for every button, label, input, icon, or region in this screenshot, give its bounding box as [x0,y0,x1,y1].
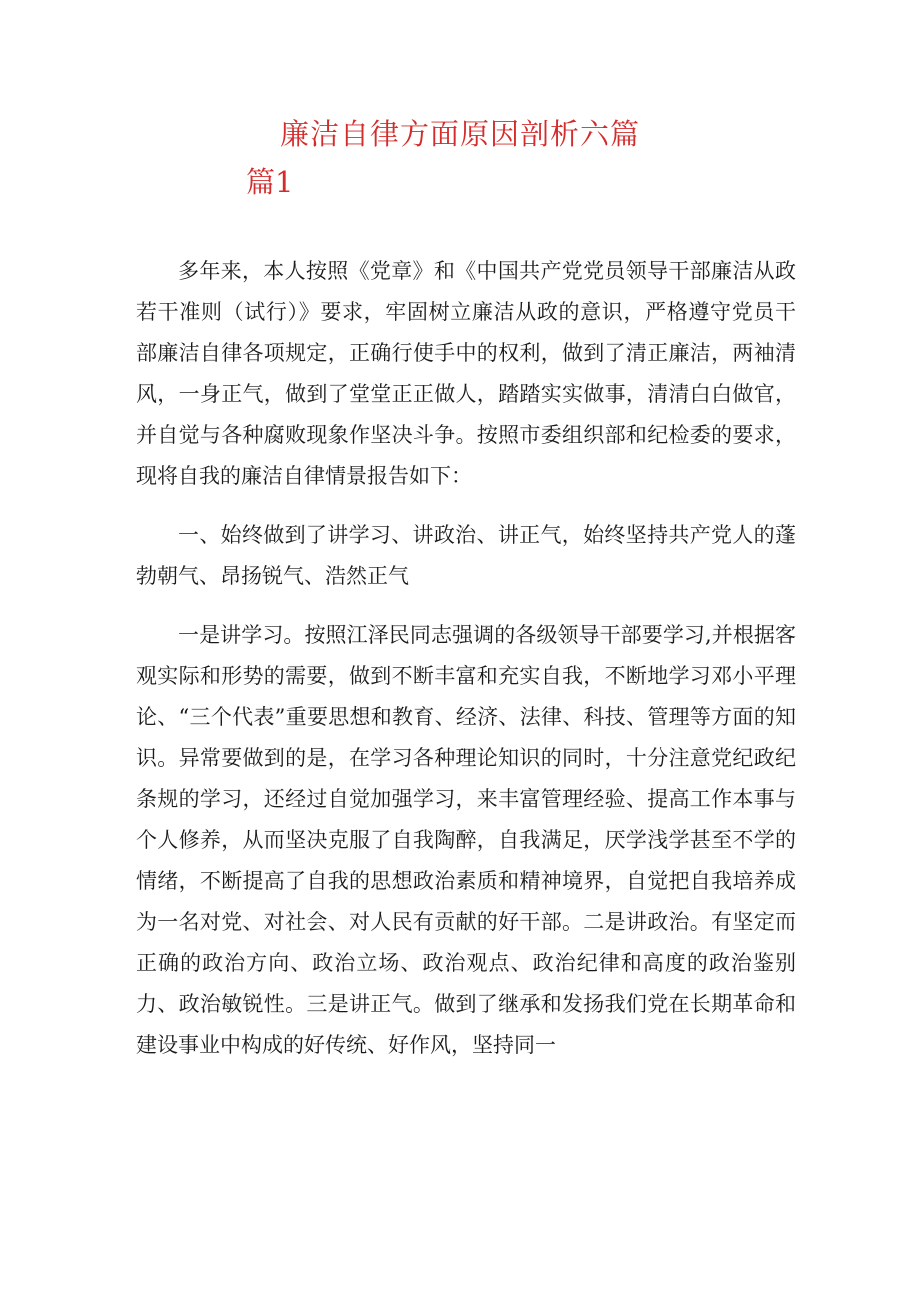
section-heading: 篇1 [246,165,294,199]
body-paragraph: 一是讲学习。按照江泽民同志强调的各级领导干部要学习,并根据客观实际和形势的需要，做到不断丰富和充实自我，不断地学习邓小平理论、“三个代表”重要思想和教育、经济、法律、科技、管理等方面的知识。异常要做到的是，在学习各种理论知识的同时，十分注意党纪政纪条规的学习，还经过自觉加强学习，来丰富管理经验、提高工作本事与个人修养，从而坚决克服了自我陶醉，自我满足，厌学浅学甚至不学的情绪，不断提高了自我的思想政治素质和精神境界，自觉把自我培养成为一名对党、对社会、对人民有贡献的好干部。二是讲政治。有坚定而正确的政治方向、政治立场、政治观点、政治纪律和高度的政治鉴别力、政治敏锐性。三是讲正气。做到了继承和发扬我们党在长期革命和建设事业中构成的好传统、好作风，坚持同一 [136,623,796,1057]
body-paragraph: 多年来，本人按照《党章》和《中国共产党党员领导干部廉洁从政若干准则（试行）》要求，牢固树立廉洁从政的意识，严格遵守党员干部廉洁自律各项规定，正确行使手中的权利，做到了清正廉洁，两袖清风，一身正气，做到了堂堂正正做人，踏踏实实做事，清清白白做官，并自觉与各种腐败现象作坚决斗争。按照市委组织部和纪检委的要求，现将自我的廉洁自律情景报告如下： [136,259,796,488]
document-title: 廉洁自律方面原因剖析六篇 [279,117,640,151]
document-body [136,251,796,1084]
body-paragraph: 一、始终做到了讲学习、讲政治、讲正气，始终坚持共产党人的蓬勃朝气、昂扬锐气、浩然正气 [136,523,796,588]
